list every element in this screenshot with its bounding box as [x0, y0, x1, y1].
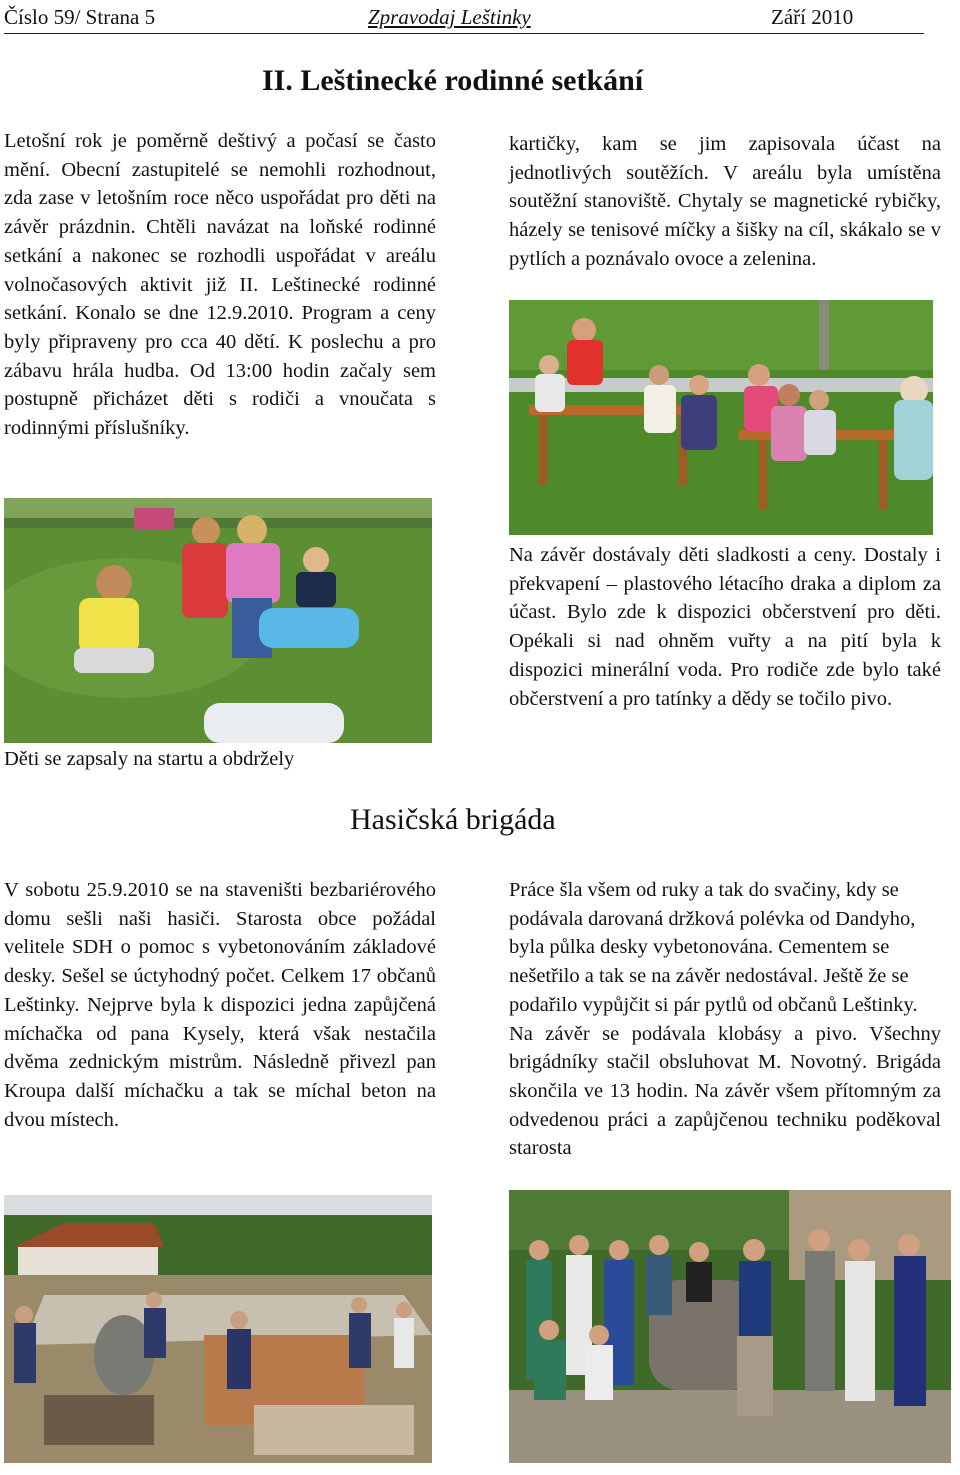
issue-number: Číslo 59/ Strana 5 [4, 5, 156, 29]
header-rule [4, 33, 924, 34]
newsletter-name: Zpravodaj Leštinky [368, 5, 531, 29]
issue-date: Září 2010 [771, 5, 854, 29]
article2-right-text [509, 876, 941, 1163]
article1-right-text-top [509, 130, 941, 274]
article1-right-paragraph-2: Na závěr dostávaly děti sladkosti a ceny. Dostaly i překvapení – plastového létacího draka a diplom za účast. Bylo zde k dispozici občerstvení pro děti. Opékali si nad ohněm vuřty a na pití byla k dispozici minerální voda. Pro rodiče zde bylo také občerstvení a pro tatínky a dědy se točilo pivo. [509, 544, 941, 710]
article2-left-text [4, 876, 436, 1134]
article1-left-paragraph: Letošní rok je poměrně deštivý a počasí se často mění. Obecní zastupitelé se nemohli rozhodnout, zda zase v letošním roce něco uspořádat pro děti na závěr prázdnin. Chtěli navázat na loňské rodinné setkání a nakonec se rozhodli uspořádat v areálu volnočasových aktivit již II. Leštinecké rodinné setkání. Konalo se dne 12.9.2010. Program a ceny byly připraveny pro cca 40 dětí. K poslechu a pro zábavu hrála hudba. Od 13:00 hodin začaly sem postupně přicházet děti s rodiči a vnoučata s rodinnými příslušníky. [4, 130, 436, 440]
photo-firefighters-group [509, 1190, 951, 1463]
article1-right-paragraph-1: kartičky, kam se jim zapisovala účast na jednotlivých soutěžích. V areálu byla umístěna soutěžní stanoviště. Chytaly se magnetické rybičky, házely se tenisové míčky a šišky na cíl, skákalo se v pytlích a poznávalo ovoce a zelenina. [509, 133, 941, 270]
article1-right-text-bottom [509, 541, 941, 713]
photo-concrete-work [4, 1195, 432, 1463]
article-title-hasicska-brigada: Hasičská brigáda [350, 803, 556, 836]
article1-left-text [4, 127, 436, 443]
article2-right-paragraph-1: Práce šla všem od ruky a tak do svačiny, kdy se podávala darovaná držková polévka od Dandyho, byla půlka desky vybetonována. Cementem se nešetřilo a tak se na závěr nedostával. Ještě že se podařilo vypůjčit si pár pytlů od občanů Leštinky. [509, 879, 918, 1016]
photo-family-picnic [509, 300, 933, 535]
article2-right-paragraph-2: Na závěr se podávala klobásy a pivo. Všechny brigádníky stačil obsluhovat M. Novotný. Brigáda skončila ve 13 hodin. Na závěr všem přítomným za odvedenou práci a zapůjčenou techniku poděkoval starosta [509, 1022, 941, 1160]
article-title-rodinne-setkani: II. Leštinecké rodinné setkání [262, 64, 644, 97]
article2-left-paragraph: V sobotu 25.9.2010 se na staveništi bezbariérového domu sešli naši hasiči. Starosta obce požádal velitele SDH o pomoc s vybetonováním základové desky. Sešel se úctyhodný počet. Celkem 17 občanů Leštinky. Nejprve byla k dispozici jedna zapůjčená míchačka od pana Kysely, která však nestačila dvěma zednickým mistrům. Následně přivezl pan Kroupa další míchačku a tak se míchal beton na dvou místech. [4, 879, 436, 1131]
photo-children-registration [4, 498, 432, 743]
photo1-caption: Děti se zapsaly na startu a obdržely [4, 748, 295, 770]
